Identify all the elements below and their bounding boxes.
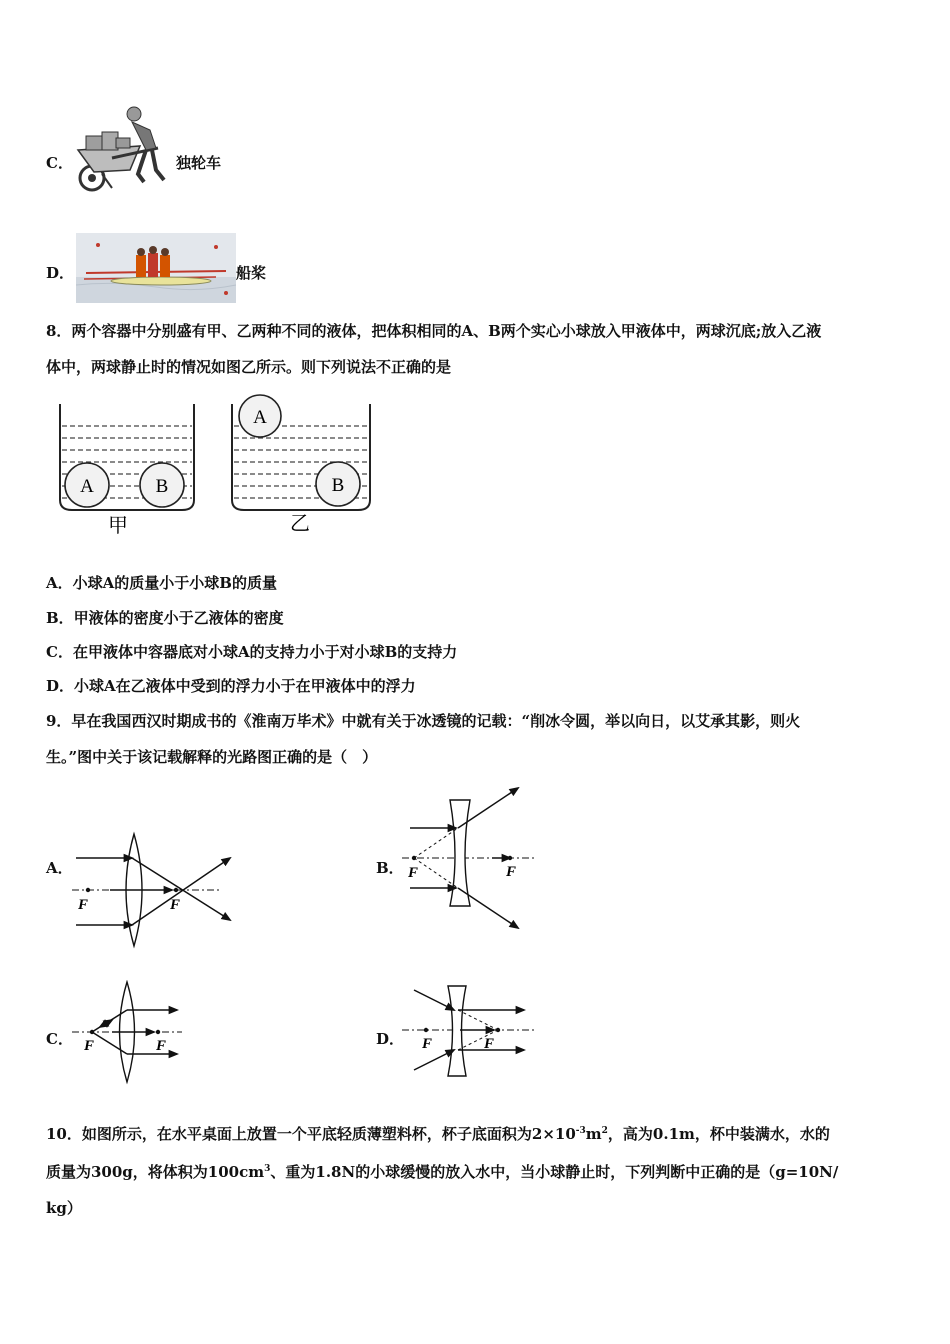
- ball-b-label: B: [331, 475, 345, 496]
- q9-diagram-b-concave-lens: [400, 782, 540, 932]
- q8-stem-line1: 8．两个容器中分别盛有甲、乙两种不同的液体，把体积相同的A、B两个实心小球放入甲液体中，两球沉底;放入乙液: [46, 322, 822, 340]
- q9-letter-b: B．: [376, 859, 404, 877]
- option-caption: 独轮车: [176, 154, 222, 172]
- focus-label: F: [78, 897, 89, 913]
- q9-stem-line1: 9．早在我国西汉时期成书的《淮南万毕术》中就有关于冰透镜的记载：“削冰令圆，举以向日，以艾承其影，则火: [46, 712, 801, 730]
- focus-label: F: [170, 897, 181, 913]
- focus-label: F: [422, 1036, 433, 1052]
- container-label-yi: 乙: [290, 513, 310, 535]
- q9-diagram-c-convex-lens: [72, 980, 192, 1088]
- focus-label: F: [156, 1038, 167, 1054]
- q9-letter-c: C．: [46, 1030, 73, 1048]
- focus-label: F: [506, 864, 517, 880]
- ball-a-label: A: [80, 476, 94, 497]
- focus-label: F: [408, 865, 419, 881]
- wheelbarrow-image: [72, 104, 172, 196]
- q9-letter-a: A．: [46, 859, 73, 877]
- q8-option-c: C．在甲液体中容器底对小球A的支持力小于对小球B的支持力: [46, 643, 458, 661]
- rowing-boat-image: [76, 233, 236, 303]
- container-label-jia: 甲: [108, 515, 128, 537]
- option-letter: C．: [46, 154, 73, 172]
- q10-stem-line1: 10．如图所示，在水平桌面上放置一个平底轻质薄塑料杯，杯子底面积为$2\times 10^{-3}m^2$，高为0.1m，杯中装满水，水的: [46, 1125, 830, 1143]
- q8-containers-figure: [50, 392, 380, 537]
- q10-stem-line3: kg）: [46, 1199, 82, 1217]
- q8-stem-line2: 体中，两球静止时的情况如图乙所示。则下列说法不正确的是: [46, 358, 452, 376]
- focus-label: F: [484, 1036, 495, 1052]
- option-letter: D．: [46, 264, 75, 282]
- ball-b-label: B: [155, 476, 169, 497]
- q9-letter-d: D．: [376, 1030, 405, 1048]
- ball-a-label: A: [253, 407, 267, 428]
- q9-diagram-a-convex-lens: [72, 830, 242, 950]
- q9-diagram-d-concave-lens: [400, 982, 540, 1084]
- q8-option-d: D．小球A在乙液体中受到的浮力小于在甲液体中的浮力: [46, 677, 416, 695]
- q9-stem-line2: 生。”图中关于该记载解释的光路图正确的是（ ）: [46, 748, 378, 766]
- q10-stem-line2: 质量为300g，将体积为$100cm^3$、重为1.8N的小球缓慢的放入水中，当小球静止时，下列判断中正确的是（g=10N/: [46, 1163, 839, 1181]
- q8-option-a: A．小球A的质量小于小球B的质量: [46, 574, 277, 592]
- option-caption: 船桨: [236, 264, 267, 282]
- q8-option-b: B．甲液体的密度小于乙液体的密度: [46, 609, 284, 627]
- focus-label: F: [84, 1038, 95, 1054]
